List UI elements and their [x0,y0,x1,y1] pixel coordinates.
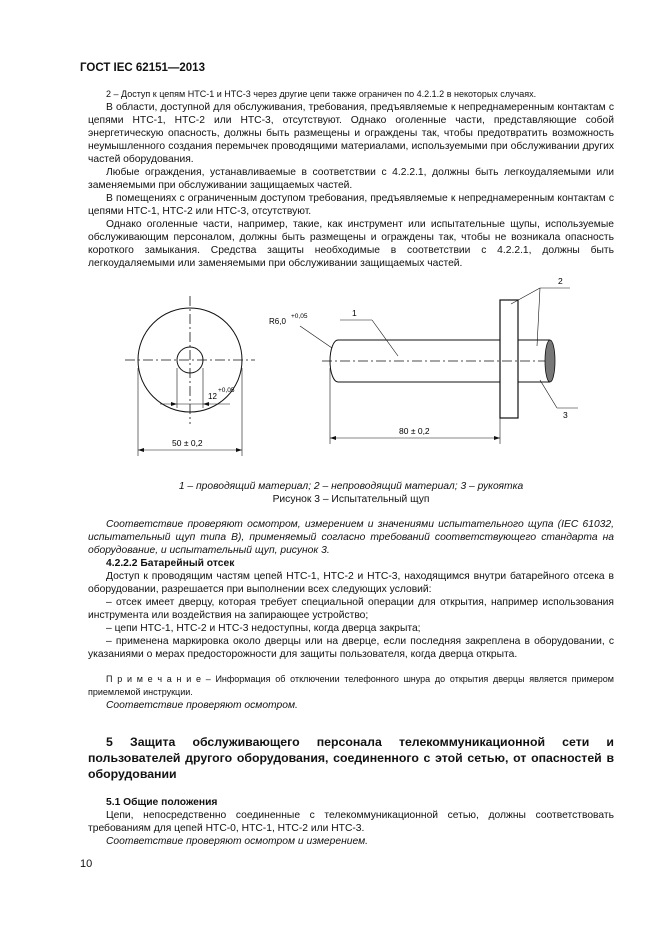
paragraph-network-circuits: Цепи, непосредственно соединенные с телекоммуникационной сетью, должны соответствовать требованиям для цепей НТС-0, НТС-1, НТС-2 или НТС-3. [88,810,614,834]
compliance-measurement: Соответствие проверяют осмотром и измерением. [106,836,369,847]
figure-caption-block [88,480,614,506]
text-block-top [88,88,614,270]
note-cord [88,673,614,699]
note-text: – Информация об отключении телефонного шнура до открытия дверцы является примером приемлемой инструкции. [88,674,614,697]
paragraph-battery-access: Доступ к проводящим частям цепей НТС-1, НТС-2 и НТС-3, находящимся внутри батарейного отсека в оборудовании, разрешается при выполнении всех следующих условий: [88,571,614,595]
radius-tolerance-label: +0,05 [291,313,308,320]
callout-3: 3 [563,410,568,420]
hole-dimension-label: 12 [208,392,217,401]
note-2: 2 – Доступ к цепям НТС-1 и НТС-3 через другие цепи также ограничен по 4.2.1.2 в некоторых случаях. [106,89,537,99]
condition-marking: – применена маркировка около дверцы или на дверце, если последняя закреплена в оборудовании, с указаниями о мерах предосторожности для защиты пользователя, когда дверца открыта. [88,636,614,660]
callout-1: 1 [352,308,357,318]
test-probe-figure [0,268,661,468]
compliance-probe: Соответствие проверяют осмотром, измерением и значениями испытательного щупа (IEC 61032, испытательный щуп типа B), применяемый согласно требований соответствующего стандарта на оборудование, и испытательный щуп, рисунок 3. [88,519,614,556]
text-block-middle [88,518,614,712]
note-label: П р и м е ч а н и е [106,674,201,684]
compliance-inspection: Соответствие проверяют осмотром. [106,700,298,711]
callout-2: 2 [558,276,563,286]
section-4222-title: 4.2.2.2 Батарейный отсек [106,558,235,569]
section-51-title: 5.1 Общие положения [106,797,218,808]
hole-tolerance-label: +0,05 [218,387,235,394]
condition-door: – отсек имеет дверцу, которая требует специальной операции для открытия, например использования инструмента или воздействия на запирающее устройство; [88,597,614,621]
disc-dimension-label: 50 ± 0,2 [172,438,203,448]
paragraph-service-area: В области, доступной для обслуживания, требования, предъявляемые к непреднамеренным контактам с цепями НТС-1, НТС-2 или НТС-3, отсутствуют. Однако оголенные части, представляющие собой энергетическую опасность, должны быть размещены и ограждены так, чтобы предотвратить возможность неумышленного создания перемычек проводящими материалами, используемыми при обслуживании других частей оборудования. [88,102,614,165]
paragraph-guards: Любые ограждения, устанавливаемые в соответствии с 4.2.2.1, должны быть легкоудаляемыми или заменяемыми при обслуживании защищаемых частей. [88,167,614,191]
text-block-bottom [88,796,614,848]
document-header: ГОСТ IEC 62151—2013 [80,62,205,74]
length-dimension-label: 80 ± 0,2 [399,426,430,436]
figure-legend: 1 – проводящий материал; 2 – непроводящий материал; 3 – рукоятка [178,481,524,492]
page-number: 10 [80,858,93,870]
disc-front-view [125,296,255,456]
condition-inaccessible: – цепи НТС-1, НТС-2 и НТС-3 недоступны, когда дверца закрыта; [106,623,421,634]
probe-side-view [269,276,578,444]
paragraph-restricted-access: В помещениях с ограниченным доступом требования, предъявляемые к непреднамеренным контактам с цепями НТС-1, НТС-2 или НТС-3, отсутствуют. [88,193,614,217]
section-5-title: 5 Защита обслуживающего персонала телекоммуникационной сети и пользователей другого оборудования, соединенного с этой сетью, от опасностей в оборудовании [88,735,614,781]
radius-label: R6,0 [269,317,286,326]
paragraph-exposed-parts: Однако оголенные части, например, такие, как инструмент или испытательные щупы, используемые обслуживающим персоналом, должны быть размещены и ограждены так, чтобы не возникала опасность короткого замыкания. Средства защиты необходимые в соответствии с 4.2.2.1, должны быть легкоудаляемыми или заменяемыми при обслуживании защищаемых частей. [88,219,614,269]
figure-caption: Рисунок 3 – Испытательный щуп [272,494,430,505]
